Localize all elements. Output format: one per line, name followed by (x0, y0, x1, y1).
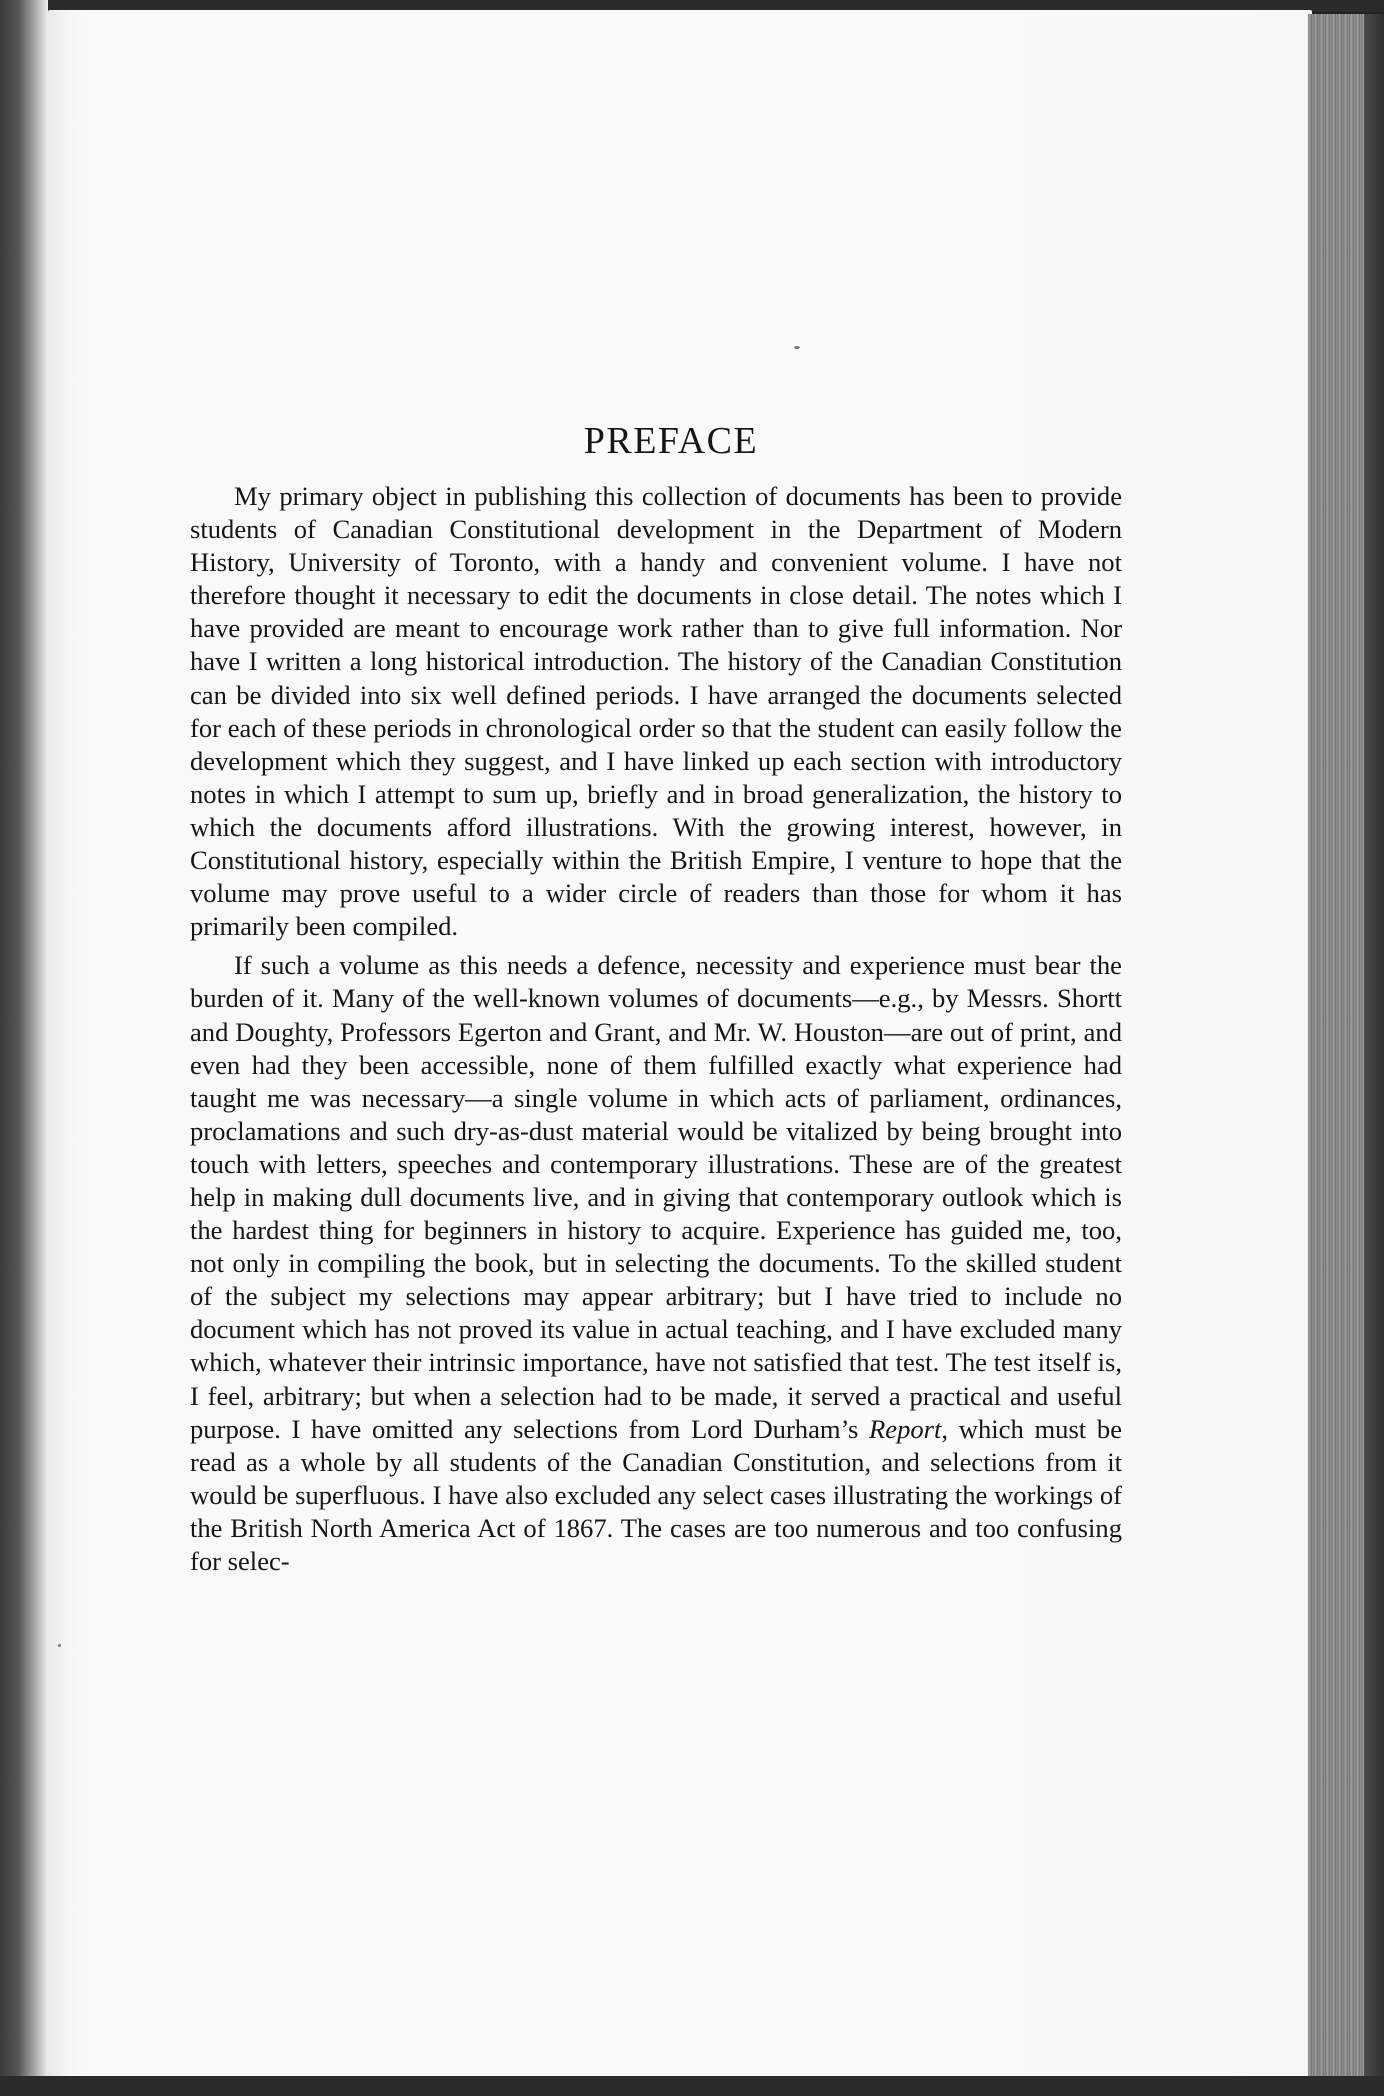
report-title-italic: Report (869, 1413, 942, 1444)
scan-bottom-border (0, 2076, 1384, 2096)
preface-paragraph-1: My primary object in publishing this collection of documents has been to provide students of Canadian Constitutional development in the Department of Modern History, University of Toronto, with a handy and convenient volume. I have not therefore thought it necessary to edit the documents in close detail. The notes which I have provided are meant to encourage work rather than to give full information. Nor have I written a long historical introduction. The history of the Canadian Constitution can be divided into six well defined periods. I have arranged the documents selected for each of these periods in chronological order so that the student can easily follow the development which they suggest, and I have linked up each section with introductory notes in which I attempt to sum up, briefly and in broad generalization, the history to which the documents afford illustrations. With the growing interest, however, in Constitutional history, especially within the British Empire, I venture to hope that the volume may prove useful to a wider circle of readers than those for whom it has primarily been compiled. (190, 481, 1122, 942)
page-title: PREFACE (583, 420, 759, 462)
paragraph-text: , which must be read as a whole by all students of the Canadian Constitution, and selections from it would be superfluous. I have also excluded any select cases illustrating the workings of the British North America Act of 1867. The cases are too numerous and too confusing for selec- (190, 1413, 1122, 1576)
paragraph-text: If such a volume as this needs a defence, necessity and experience must bear the burden of it. Many of the well-known volumes of documents—e.g., by Messrs. Shortt and Doughty, Professors Egerton and Grant, and Mr. W. Houston—are out of print, and even had they been accessible, none of them fulfilled exactly what experience had taught me was necessary—a single volume in which acts of parliament, ordinances, proclamations and such dry-as-dust material would be vitalized by being brought into touch with letters, speeches and contemporary illustrations. These are of the greatest help in making dull documents live, and in giving that contemporary outlook which is the hardest thing for beginners in history to acquire. Experience has guided me, too, not only in compiling the book, but in selecting the documents. To the skilled student of the subject my selections may appear arbitrary; but I have tried to include no document which has not proved its value in actual teaching, and I have excluded many which, whatever their intrinsic importance, have not satisfied that test. The test itself is, I feel, arbitrary; but when a selection had to be made, it served a practical and useful purpose. I have omitted any selections from Lord Durham’s (190, 950, 1122, 1444)
page-content (190, 418, 1122, 1578)
page-block-fore-edge (1308, 14, 1384, 2080)
page-speck (58, 1644, 61, 1647)
preface-paragraph-2 (190, 949, 1122, 1578)
book-gutter (0, 0, 48, 2096)
page-speck (794, 346, 800, 349)
